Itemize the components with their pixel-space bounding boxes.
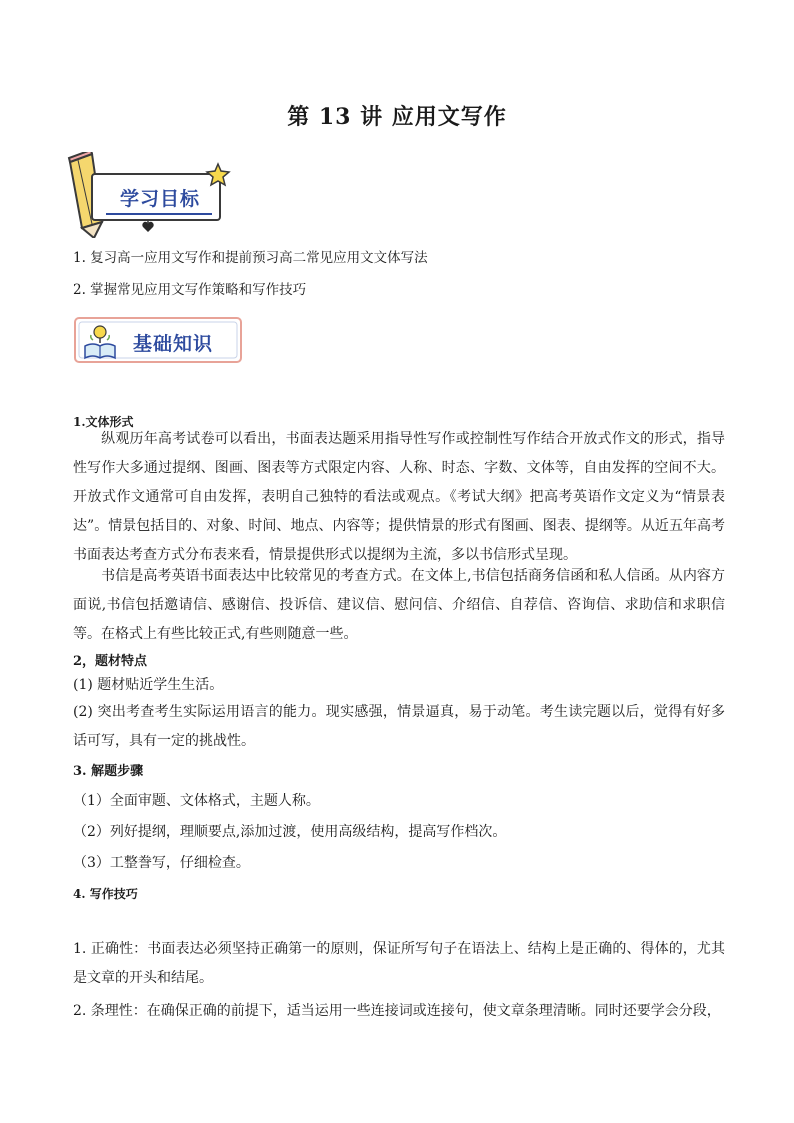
section-3-step-2: （2）列好提纲，理顺要点,添加过渡，使用高级结构，提高写作档次。 xyxy=(73,824,507,840)
goal-item-1: 1. 复习高一应用文写作和提前预习高二常见应用文文体写法 xyxy=(73,250,428,266)
section-2-heading: 2，题材特点 xyxy=(73,654,148,669)
basics-label: 基础知识 xyxy=(133,333,214,355)
section-4-item-2: 2. 条理性：在确保正确的前提下，适当运用一些连接词或连接句，使文章条理清晰。同时还要学会分段， xyxy=(73,1003,721,1019)
section-3-heading: 3. 解题步骤 xyxy=(73,764,144,779)
goal-item-2: 2. 掌握常见应用文写作策略和写作技巧 xyxy=(73,282,307,298)
section-1-paragraph-2: 书信是高考英语书面表达中比较常见的考查方式。在文体上,书信包括商务信函和私人信函。从内容方面说,书信包括邀请信、感谢信、投诉信、建议信、慰问信、介绍信、自荐信、咨询信、求助信和求职信等。在格式上有些比较正式,有些则随意一些。 xyxy=(73,568,725,642)
basics-badge xyxy=(73,316,245,366)
section-1-heading: 1.文体形式 xyxy=(73,415,134,429)
section-1-paragraph-1: 纵观历年高考试卷可以看出，书面表达题采用指导性写作或控制性写作结合开放式作文的形式，指导性写作大多通过提纲、图画、图表等方式限定内容、人称、时态、字数、文体等，自由发挥的空间不大。开放式作文通常可自由发挥，表明自己独特的看法或观点。《考试大纲》把高考英语作文定义为“情景表达”。情景包括目的、对象、时间、地点、内容等；提供情景的形式有图画、图表、提纲等。从近五年高考书面表达考查方式分布表来看，情景提供形式以提纲为主流，多以书信形式呈现。 xyxy=(73,431,725,563)
section-2-item-2: (2) 突出考查考生实际运用语言的能力。现实感强，情景逼真，易于动笔。考生读完题以后，觉得有好多话可写，具有一定的挑战性。 xyxy=(73,704,725,749)
section-3-step-3: （3）工整誊写，仔细检查。 xyxy=(73,855,250,871)
section-3-step-1: （1）全面审题、文体格式，主题人称。 xyxy=(73,793,320,809)
section-4-item-1: 1. 正确性：书面表达必须坚持正确第一的原则，保证所写句子在语法上、结构上是正确的、得体的，尤其是文章的开头和结尾。 xyxy=(73,941,725,986)
section-2-item-1: (1) 题材贴近学生生活。 xyxy=(73,677,224,693)
section-4-heading: 4. 写作技巧 xyxy=(73,887,138,901)
learning-goals-label: 学习目标 xyxy=(120,188,201,210)
page-title: 第 13 讲 应用文写作 xyxy=(287,104,507,130)
learning-goals-badge xyxy=(62,152,234,238)
